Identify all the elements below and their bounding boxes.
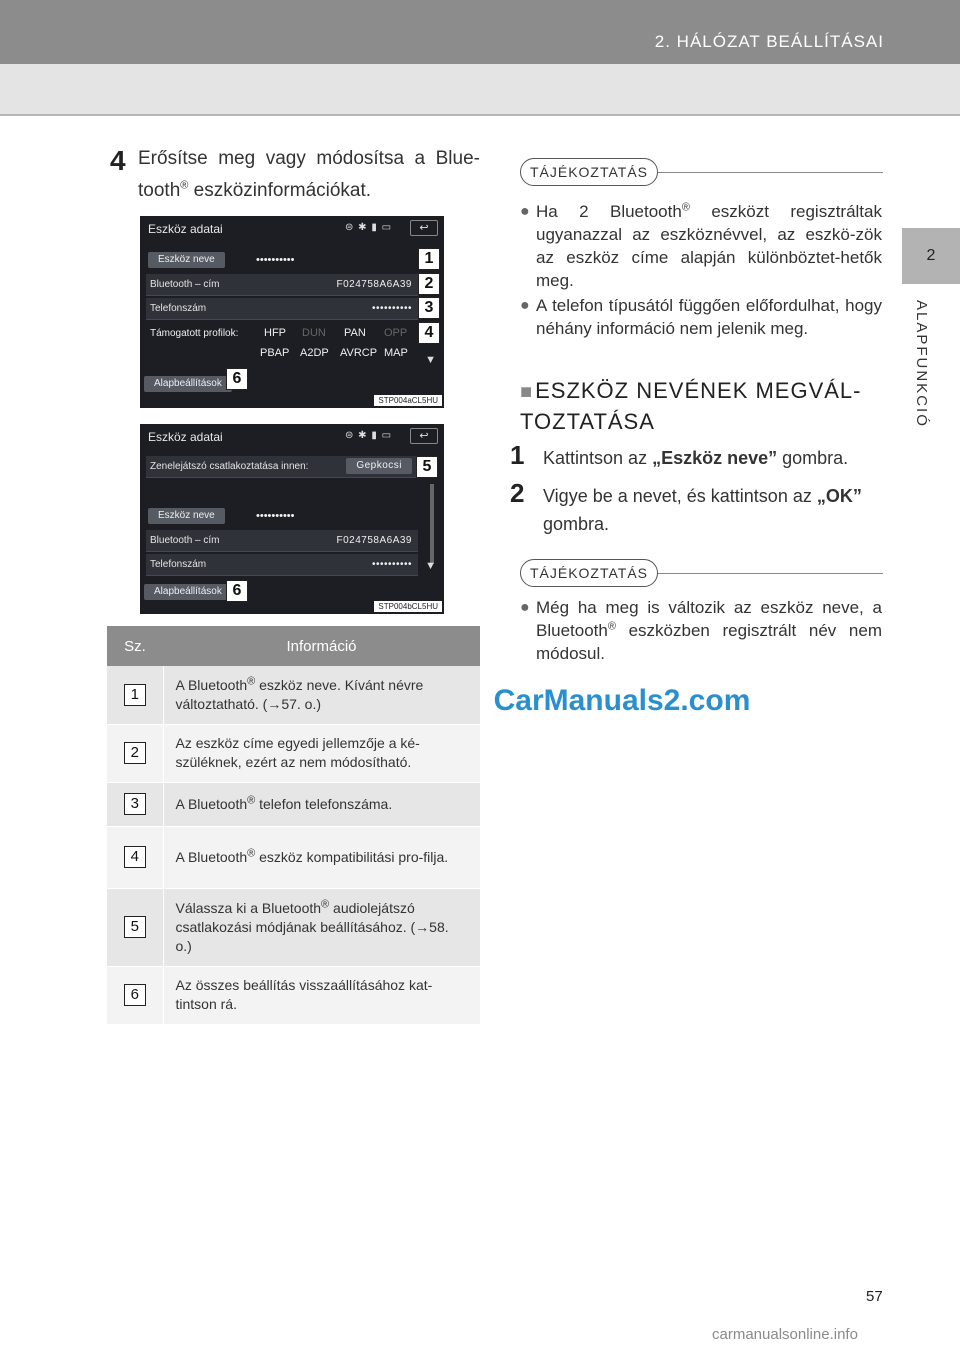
row-text: Az eszköz címe egyedi jellemzője a ké-szüléknek, ezért az nem módosítható. xyxy=(163,724,480,782)
address-label: Bluetooth – cím xyxy=(150,535,220,546)
page-number: 57 xyxy=(866,1288,883,1305)
profile-map: MAP xyxy=(384,347,408,359)
header-info: Információ xyxy=(163,626,480,666)
phone-value: •••••••••• xyxy=(371,559,412,570)
status-icons: ⊜ ✱ ▮ ▭ xyxy=(345,222,393,233)
callout-6: 6 xyxy=(226,580,248,602)
bullet-dot-icon: ● xyxy=(520,297,530,314)
address-row xyxy=(146,274,418,296)
address-value: F024758A6A39 xyxy=(336,535,412,546)
default-settings-button[interactable]: Alapbeállítások xyxy=(144,584,232,600)
chapter-tab[interactable]: 2 xyxy=(902,228,960,284)
status-icons: ⊜ ✱ ▮ ▭ xyxy=(345,430,393,441)
profile-pan: PAN xyxy=(344,327,366,339)
table-row xyxy=(107,888,480,966)
table-row xyxy=(107,666,480,724)
device-name-value: •••••••••• xyxy=(256,254,295,266)
note-bullet: ● A telefon típusától függően előfordulhat, hogy néhány információ nem jelenik meg. xyxy=(520,296,882,338)
note-bullet: ● Még ha meg is változik az eszköz neve, a Bluetooth® eszközben regisztrált név nem módosul. xyxy=(520,598,882,663)
info-table xyxy=(107,626,480,1025)
device-name-value: •••••••••• xyxy=(256,510,295,522)
screen-title: Eszköz adatai xyxy=(148,222,223,236)
step-number: 4 xyxy=(110,145,126,176)
phone-label: Telefonszám xyxy=(150,559,207,570)
header-divider xyxy=(0,114,960,116)
profile-hfp: HFP xyxy=(264,327,286,339)
watermark-logo: CarManuals2.com xyxy=(488,680,756,722)
header-subband xyxy=(0,64,960,114)
callout-1: 1 xyxy=(418,248,440,270)
registered-mark: ® xyxy=(180,179,189,192)
profile-pbap: PBAP xyxy=(260,347,290,359)
row-text: Válassza ki a Bluetooth® audiolejátszó csatlakozási módjának beállításához. (→58. o.) xyxy=(163,888,480,966)
address-label: Bluetooth – cím xyxy=(150,279,220,290)
eszkoz-neve-button-ref: „Eszköz neve” xyxy=(652,448,778,468)
table-row xyxy=(107,724,480,782)
chapter-title: 2. HÁLÓZAT BEÁLLÍTÁSAI xyxy=(654,32,884,51)
section-heading xyxy=(520,376,885,436)
back-icon[interactable]: ↩ xyxy=(410,428,438,444)
note-label: TÁJÉKOZTATÁS xyxy=(520,559,658,587)
callout-5: 5 xyxy=(416,456,438,478)
row-number: 5 xyxy=(124,916,146,938)
note-label: TÁJÉKOZTATÁS xyxy=(520,158,658,186)
row-number: 2 xyxy=(124,742,146,764)
bullet-dot-icon: ● xyxy=(520,599,530,616)
device-info-screen-2 xyxy=(140,424,444,614)
step-number: 1 xyxy=(510,440,525,470)
address-value: F024758A6A39 xyxy=(336,279,412,290)
row-number: 3 xyxy=(124,793,146,815)
chapter-side-label: ALAPFUNKCIÓ xyxy=(913,300,930,428)
figure-code: STP004bCL5HU xyxy=(374,601,442,612)
row-number: 4 xyxy=(124,846,146,868)
step-2: 2 Vigye be a nevet, és kattintson az „OK” gombra. xyxy=(510,478,862,534)
scrollbar[interactable] xyxy=(430,484,434,564)
row-number: 6 xyxy=(124,984,146,1006)
row-text: A Bluetooth® eszköz neve. Kívánt névre változtatható. (→57. o.) xyxy=(163,666,480,724)
device-info-screen-1 xyxy=(140,216,444,408)
callout-4: 4 xyxy=(418,322,440,344)
figure-code: STP004aCL5HU xyxy=(374,395,442,406)
step-4 xyxy=(110,143,480,207)
device-name-button[interactable]: Eszköz neve xyxy=(148,508,225,524)
device-name-button[interactable]: Eszköz neve xyxy=(148,252,225,268)
phone-value: •••••••••• xyxy=(371,303,412,314)
default-settings-button[interactable]: Alapbeállítások xyxy=(144,376,232,392)
footer-site-text: carmanualsonline.info xyxy=(712,1326,858,1343)
callout-3: 3 xyxy=(418,297,440,319)
step-1: 1 Kattintson az „Eszköz neve” gombra. xyxy=(510,440,849,470)
table-row xyxy=(107,826,480,888)
callout-2: 2 xyxy=(418,273,440,295)
header-number: Sz. xyxy=(107,626,163,666)
player-row xyxy=(146,456,418,478)
row-number: 1 xyxy=(124,684,146,706)
step-number: 2 xyxy=(510,478,525,508)
back-icon[interactable]: ↩ xyxy=(410,220,438,236)
profile-opp: OPP xyxy=(384,327,408,339)
section-title: ESZKÖZ NEVÉNEK MEGVÁL-TOZTATÁSA xyxy=(520,378,862,434)
ok-button-ref: „OK” xyxy=(816,486,862,506)
table-row xyxy=(107,966,480,1024)
step-text xyxy=(138,143,480,207)
table-row xyxy=(107,782,480,826)
section-marker-icon: ■ xyxy=(520,381,534,403)
phone-label: Telefonszám xyxy=(150,303,207,314)
profiles-label: Támogatott profilok: xyxy=(150,328,239,339)
scroll-down-icon[interactable]: ▼ xyxy=(425,354,436,366)
note-bullet: ● Ha 2 Bluetooth® eszközt regisztráltak ugyanazzal az eszköznévvel, az eszkö-zök az eszköz címe alapján különböztet-hetők meg. xyxy=(520,201,882,290)
row-text: A Bluetooth® eszköz kompatibilitási pro-filja. xyxy=(163,826,480,888)
profile-dun: DUN xyxy=(302,327,326,339)
table-header-row xyxy=(107,626,480,666)
bullet-dot-icon: ● xyxy=(520,203,530,220)
phone-row xyxy=(146,554,418,576)
row-text: Az összes beállítás visszaállításához kat-tintson rá. xyxy=(163,966,480,1024)
address-row xyxy=(146,530,418,552)
callout-6: 6 xyxy=(226,368,248,390)
player-source-button[interactable]: Gepkocsi xyxy=(346,458,412,474)
phone-row xyxy=(146,298,418,320)
profile-avrcp: AVRCP xyxy=(340,347,378,359)
profile-a2dp: A2DP xyxy=(300,347,329,359)
screen-title: Eszköz adatai xyxy=(148,430,223,444)
step-text-a: Erősítse meg vagy módosítsa a Blue-tooth xyxy=(138,148,480,201)
row-text: A Bluetooth® telefon telefonszáma. xyxy=(163,782,480,826)
step-text-b: eszközinformációkat. xyxy=(188,180,372,201)
player-label: Zenelejátszó csatlakoztatása innen: xyxy=(150,461,309,472)
scroll-down-icon[interactable]: ▼ xyxy=(425,560,436,572)
